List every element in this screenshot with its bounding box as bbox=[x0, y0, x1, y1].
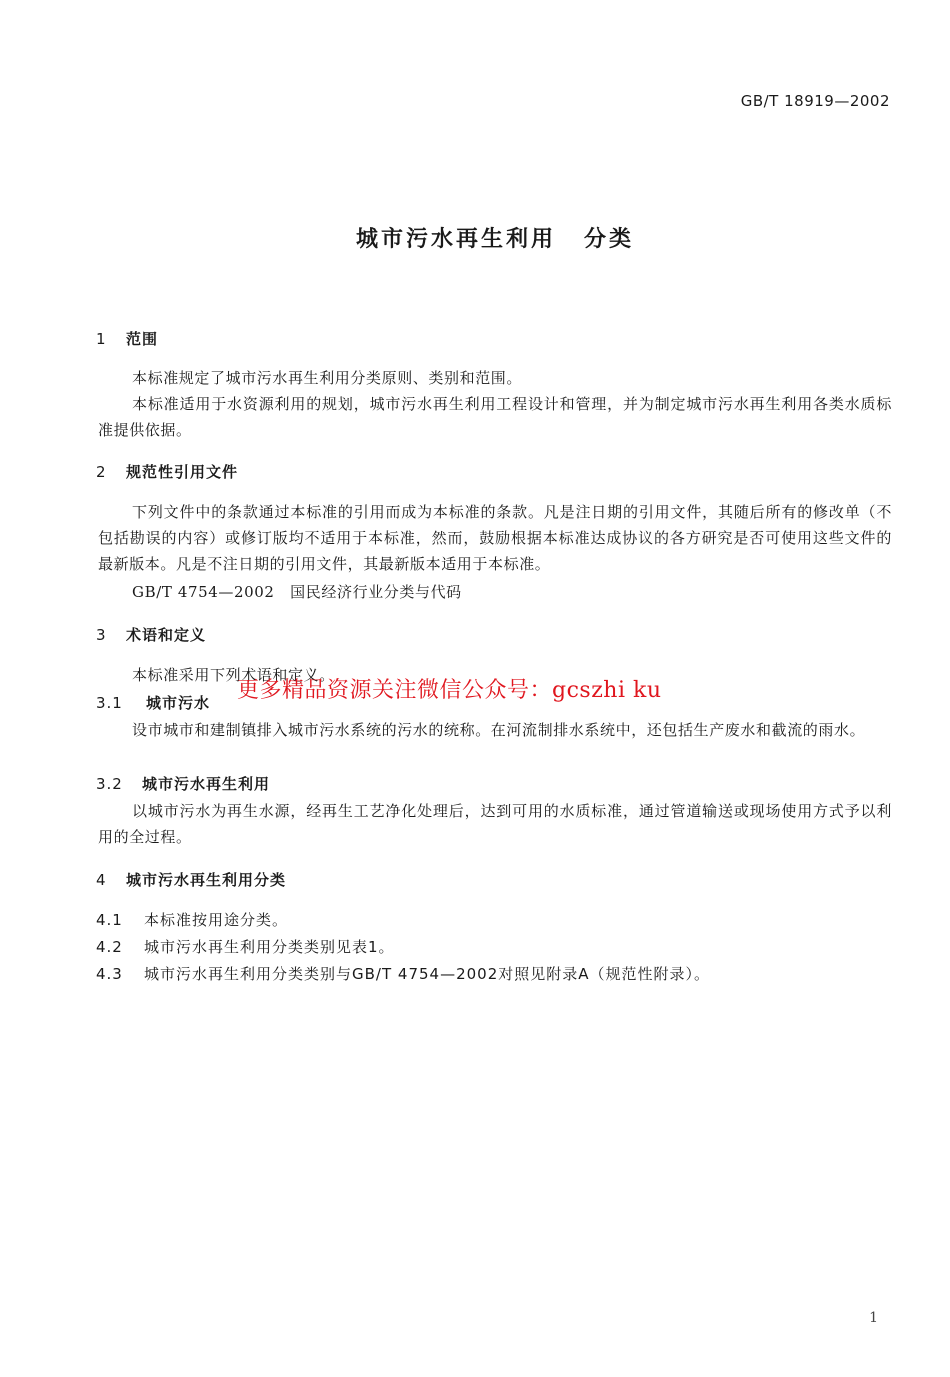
clause-text: 城市污水再生利用分类类别见表1。 bbox=[144, 938, 395, 956]
section-2-heading bbox=[96, 461, 238, 482]
section-1-heading bbox=[96, 328, 158, 349]
section-number: 1 bbox=[96, 330, 107, 348]
standard-code: GB/T 18919—2002 bbox=[740, 92, 890, 110]
term-label: 城市污水再生利用 bbox=[142, 775, 271, 793]
document-title bbox=[0, 222, 950, 253]
section-number: 3 bbox=[96, 626, 107, 644]
clause-4-1 bbox=[96, 909, 288, 930]
clause-number: 4.3 bbox=[96, 965, 123, 983]
clause-text: 城市污水再生利用分类类别与GB/T 4754—2002对照见附录A（规范性附录）。 bbox=[144, 965, 711, 983]
term-number: 3.1 bbox=[96, 694, 123, 712]
term-3-2-heading bbox=[96, 773, 270, 794]
term-3-1-definition: 设市城市和建制镇排入城市污水系统的污水的统称。在河流制排水系统中，还包括生产废水和截流的雨水。 bbox=[132, 721, 866, 739]
term-3-1-heading bbox=[96, 692, 210, 713]
clause-number: 4.1 bbox=[96, 911, 123, 929]
term-number: 3.2 bbox=[96, 775, 123, 793]
section-title: 术语和定义 bbox=[126, 626, 207, 644]
terms-intro: 本标准采用下列术语和定义。 bbox=[132, 666, 335, 684]
normative-reference: GB/T 4754—2002 国民经济行业分类与代码 bbox=[132, 583, 462, 601]
term-label: 城市污水 bbox=[146, 694, 211, 712]
section-title: 城市污水再生利用分类 bbox=[126, 871, 287, 889]
term-3-2-definition: 以城市污水为再生水源，经再生工艺净化处理后，达到可用的水质标准，通过管道输送或现场使用方式予以利用的全过程。 bbox=[98, 802, 892, 846]
clause-text: 本标准按用途分类。 bbox=[144, 911, 289, 929]
section-title: 范围 bbox=[126, 330, 159, 348]
clause-4-3 bbox=[96, 963, 710, 984]
section-title: 规范性引用文件 bbox=[126, 463, 239, 481]
section-number: 4 bbox=[96, 871, 107, 889]
section-1-paragraph-1: 本标准规定了城市污水再生利用分类原则、类别和范围。 bbox=[132, 369, 523, 387]
section-2-paragraph-1: 下列文件中的条款通过本标准的引用而成为本标准的条款。凡是注日期的引用文件，其随后所有的修改单（不包括勘误的内容）或修订版均不适用于本标准，然而，鼓励根据本标准达成协议的各方研究是否可使用这些文件的最新版本。凡是不注日期的引用文件，其最新版本适用于本标准。 bbox=[98, 503, 892, 573]
clause-4-2 bbox=[96, 936, 395, 957]
watermark-text: 更多精品资源关注微信公众号：gcszhi ku bbox=[237, 678, 662, 703]
section-4-heading bbox=[96, 869, 286, 890]
title-main: 城市污水再生利用 bbox=[355, 227, 556, 252]
section-1-paragraph-2: 本标准适用于水资源利用的规划，城市污水再生利用工程设计和管理，并为制定城市污水再生利用各类水质标准提供依据。 bbox=[98, 395, 892, 439]
section-number: 2 bbox=[96, 463, 107, 481]
section-3-heading bbox=[96, 624, 206, 645]
page-number: 1 bbox=[869, 1310, 878, 1326]
title-sub: 分类 bbox=[584, 227, 635, 252]
clause-number: 4.2 bbox=[96, 938, 123, 956]
